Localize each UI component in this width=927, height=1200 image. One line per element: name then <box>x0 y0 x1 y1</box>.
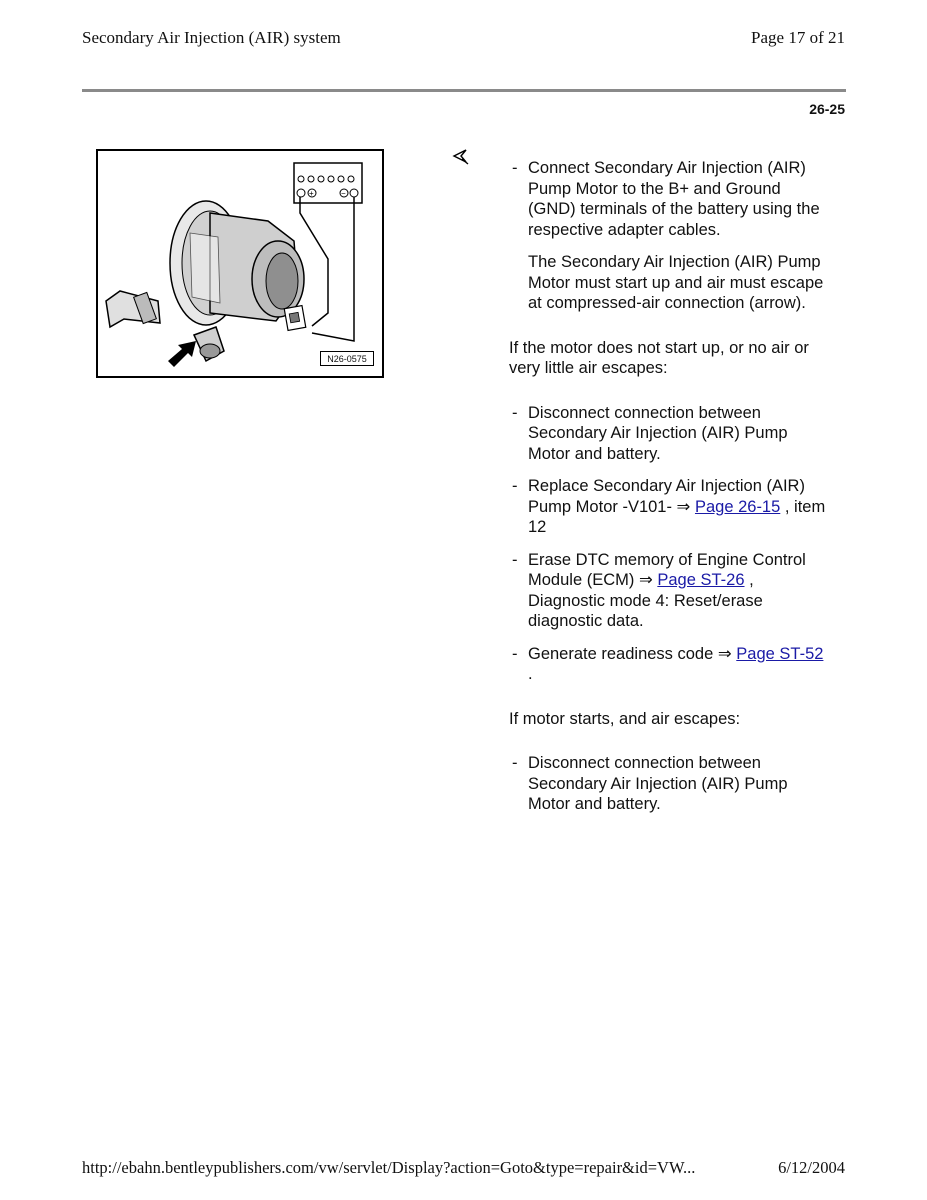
step-disconnect-final <box>509 753 829 815</box>
procedure-text <box>509 158 829 815</box>
step-replace-motor <box>509 476 829 538</box>
footer-date: 6/12/2004 <box>778 1158 845 1177</box>
positive-terminal-label: + <box>309 189 314 198</box>
footer-url: http://ebahn.bentleypublishers.com/vw/servlet/Display?action=Goto&type=repair&id=VW... <box>82 1158 696 1177</box>
bullet-dash: - <box>512 477 518 495</box>
page-26-15-link[interactable]: Page 26-15 <box>694 497 781 516</box>
step-text: Disconnect connection between Secondary Air Injection (AIR) Pump Motor and battery. <box>528 403 788 463</box>
header-divider <box>82 89 846 92</box>
note-expected-result <box>509 252 829 314</box>
step-disconnect <box>509 403 829 465</box>
section-number: 26-25 <box>809 101 845 117</box>
document-title: Secondary Air Injection (AIR) system <box>82 28 341 47</box>
step-text: Erase DTC memory of Engine Control Module (ECM) ⇒ <box>528 550 806 589</box>
step-text-suffix: , Diagnostic mode 4: Reset/erase diagnostic data. <box>528 571 763 630</box>
step-text: Disconnect connection between Secondary Air Injection (AIR) Pump Motor and battery. <box>528 754 788 813</box>
page-st-52-link[interactable]: Page ST-52 <box>736 644 824 663</box>
condition-starts: If motor starts, and air escapes: <box>509 709 741 728</box>
page-st-26-link[interactable]: Page ST-26 <box>657 571 745 589</box>
air-hose <box>106 291 160 327</box>
step-text: Replace Secondary Air Injection (AIR) Pump Motor -V101- ⇒ <box>528 477 805 516</box>
battery-icon <box>294 163 362 203</box>
bullet-dash: - <box>512 159 518 177</box>
arrow-icon <box>168 341 196 367</box>
pump-body <box>170 201 306 330</box>
compressed-air-connection <box>194 327 224 361</box>
pointer-arrow-icon <box>452 148 470 166</box>
step-text-suffix: . <box>528 665 533 683</box>
step-text: Connect Secondary Air Injection (AIR) Pump Motor to the B+ and Ground (GND) terminals of the battery using the respective adapter cables. <box>528 159 820 239</box>
bullet-dash: - <box>512 644 518 663</box>
figure-label: N26-0575 <box>320 351 374 366</box>
step-text: Generate readiness code ⇒ <box>528 644 737 663</box>
pump-motor-drawing <box>98 151 382 376</box>
step-connect-battery <box>509 158 829 240</box>
step-erase-dtc <box>509 550 829 632</box>
negative-cable <box>312 197 354 341</box>
negative-terminal-label: − <box>341 189 346 198</box>
condition-no-start: If the motor does not start up, or no air or very little air escapes: <box>509 338 809 377</box>
bullet-dash: - <box>512 754 518 772</box>
bullet-dash: - <box>512 403 518 422</box>
bullet-dash: - <box>512 550 518 569</box>
step-text-suffix: , item 12 <box>528 497 826 536</box>
positive-cable <box>300 197 328 326</box>
step-readiness-code <box>509 644 829 685</box>
note-text: The Secondary Air Injection (AIR) Pump Motor must start up and air must escape at compressed-air connection (arrow). <box>528 253 824 312</box>
pump-motor-illustration <box>96 149 384 378</box>
page-indicator: Page 17 of 21 <box>751 28 845 47</box>
